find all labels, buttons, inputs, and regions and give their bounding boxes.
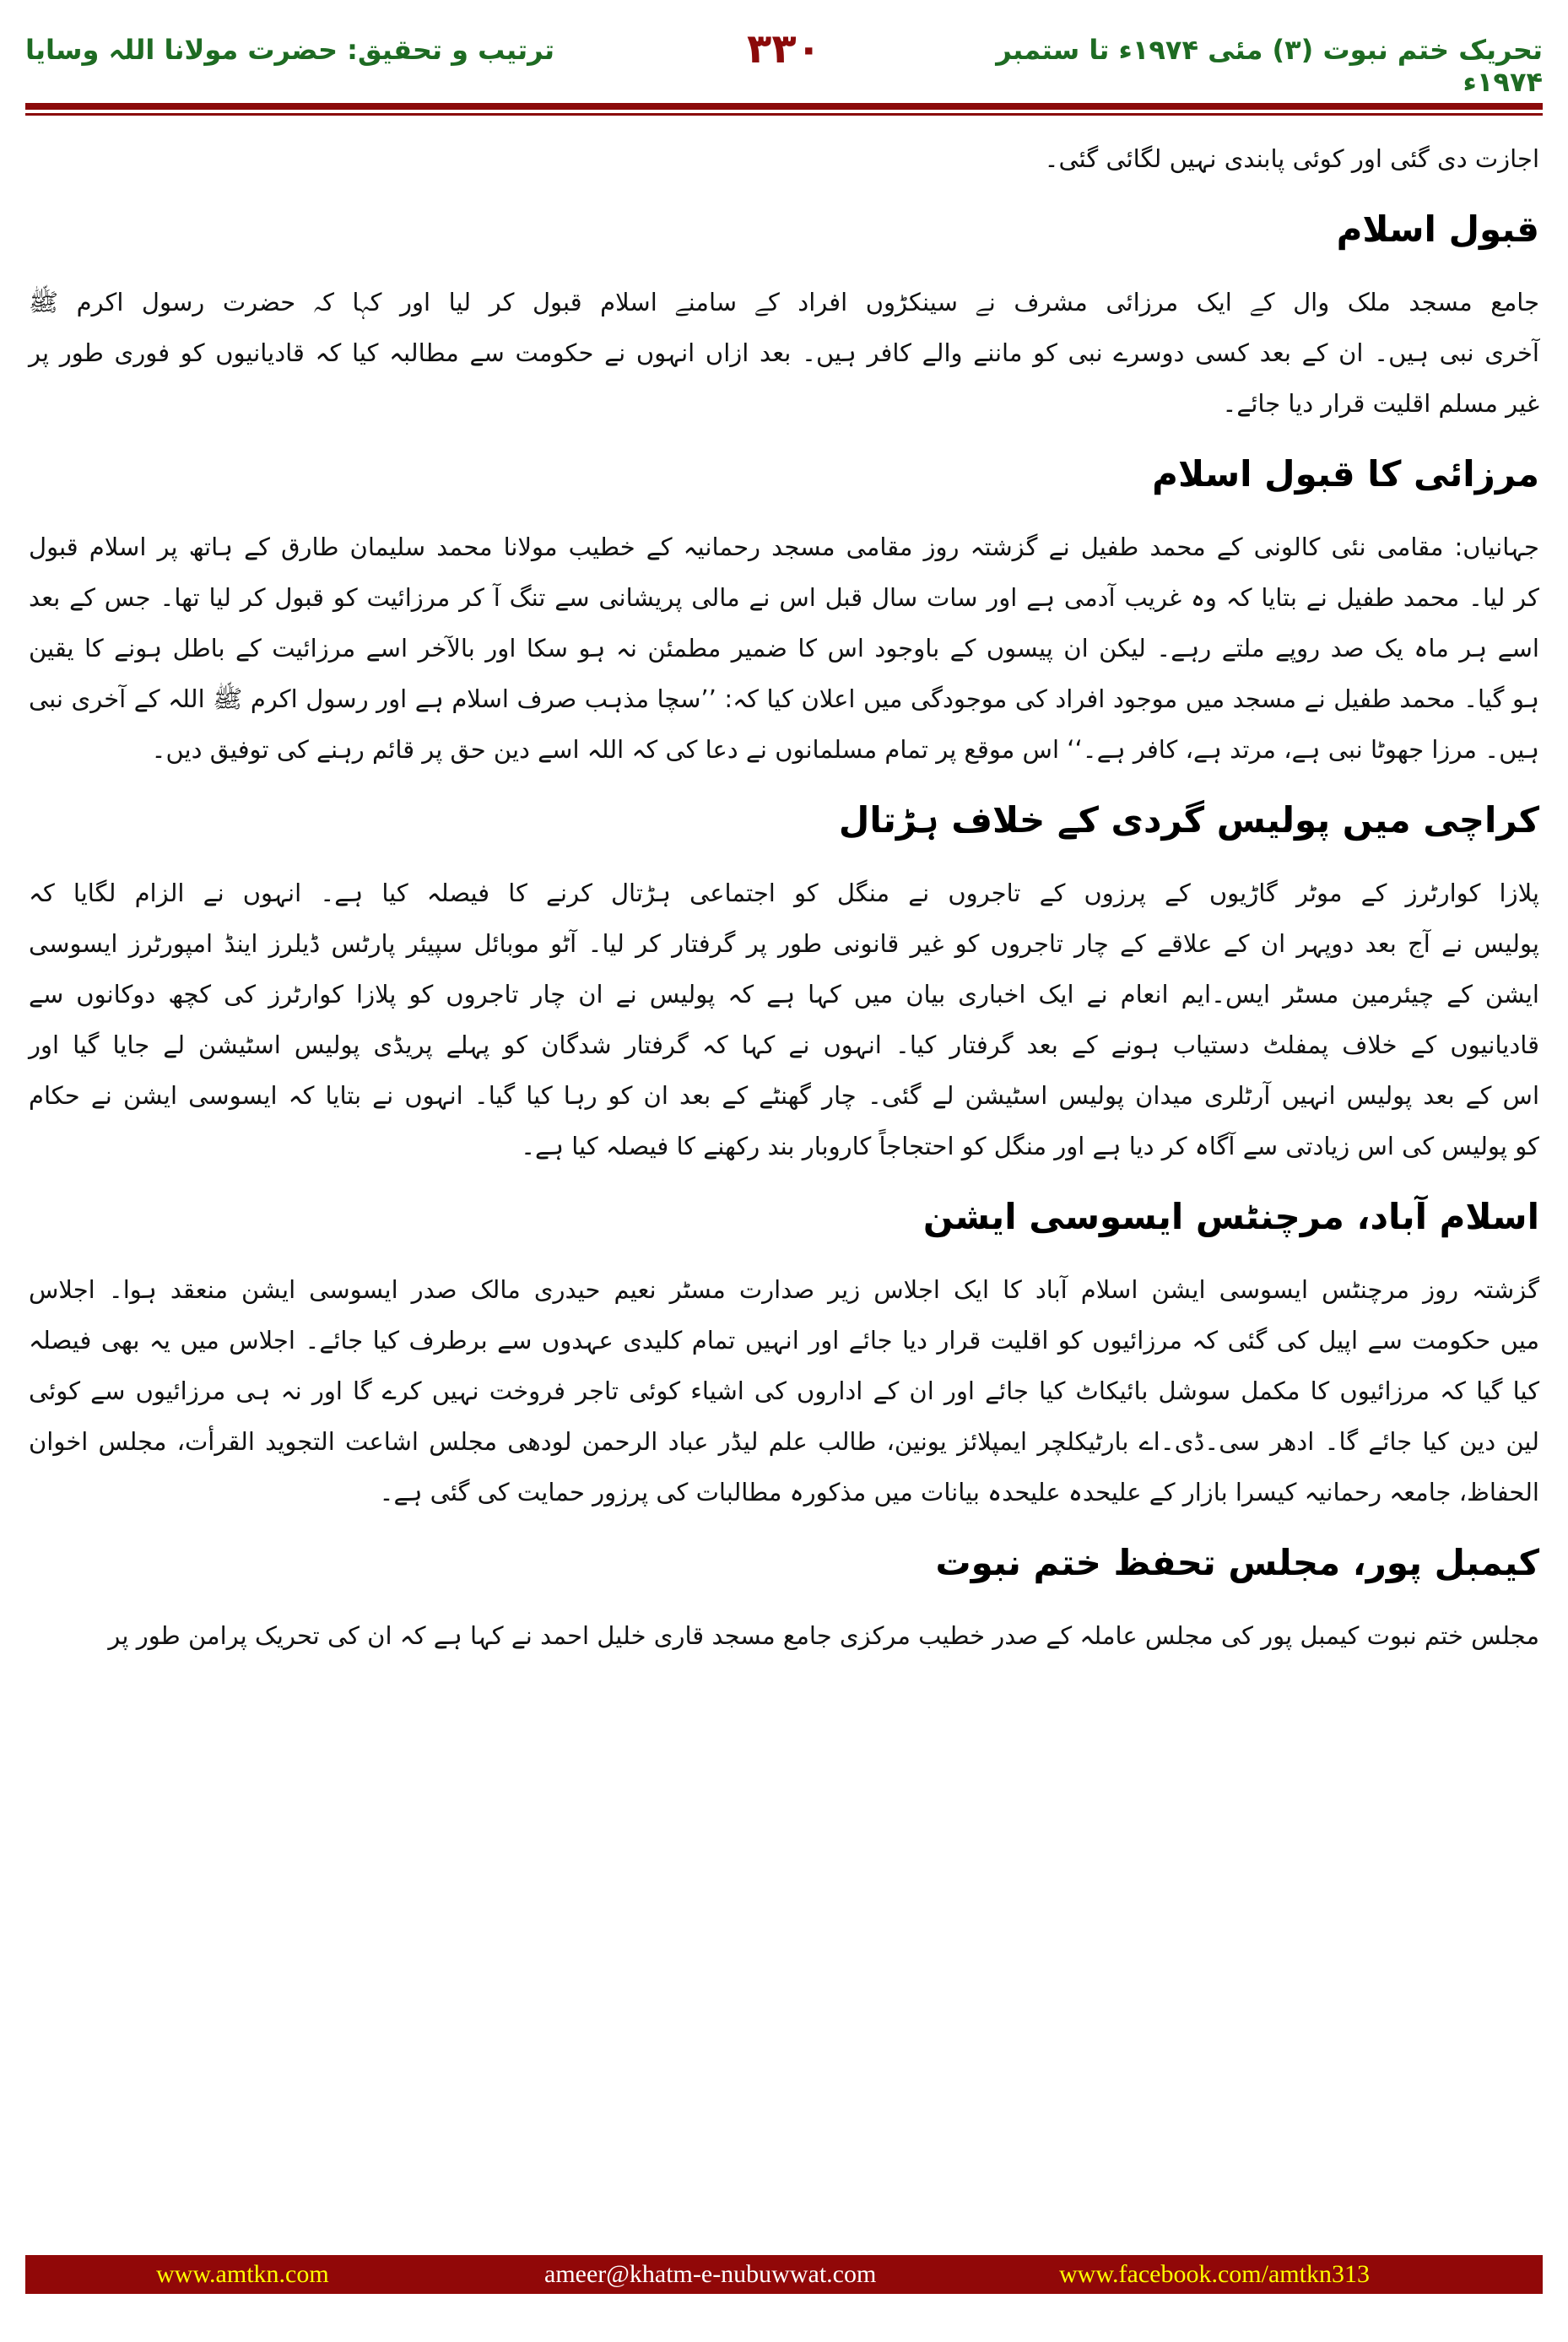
website-link[interactable]: www.amtkn.com <box>156 2260 329 2288</box>
text-line: میں حکومت سے اپیل کی گئی کہ مرزائیوں کو اقلیت قرار دیا جائے اور انہیں تمام کلیدی عہدوں سے برطرف کیا جائے۔ اجلاس میں یہ بھی فیصلہ <box>29 1326 1539 1355</box>
text-line: اسے ہر ماہ یک صد روپے ملتے رہے۔ لیکن ان پیسوں کے باوجود اس کا ضمیر مطمئن نہ ہو سکا اور بالآخر اسے مرزائیت کے باطل ہونے کا یقین <box>29 634 1539 663</box>
section-heading: قبول اسلام <box>1336 208 1539 250</box>
text-line: جہانیاں: مقامی نئی کالونی کے محمد طفیل نے گزشتہ روز مقامی مسجد رحمانیہ کے خطیب مولانا محمد سلیمان طارق کے ہاتھ پر اسلام قبول <box>29 533 1539 561</box>
text-line: مجلس ختم نبوت کیمبل پور کی مجلس عاملہ کے صدر خطیب مرکزی جامع مسجد قاری خلیل احمد نے کہا ہے کہ ان کی تحریک پرامن طور پر <box>108 1621 1539 1650</box>
footer-bar <box>25 2255 1543 2294</box>
text-line: آخری نبی ہیں۔ ان کے بعد کسی دوسرے نبی کو ماننے والے کافر ہیں۔ بعد ازاں انہوں نے حکومت سے مطالبہ کیا کہ قادیانیوں کو فوری طور پر <box>29 338 1539 367</box>
section-heading: مرزائی کا قبول اسلام <box>1152 453 1539 495</box>
text-line: کیا گیا کہ مرزائیوں کا مکمل سوشل بائیکاٹ کیا جائے اور ان کے اداروں کی اشیاء کوئی تاجر فروخت نہیں کرے گا اور نہ ہی مرزائیوں سے کوئی <box>29 1377 1539 1405</box>
facebook-link[interactable]: www.facebook.com/amtkn313 <box>1059 2260 1370 2288</box>
text-line: ہیں۔ مرزا جھوٹا نبی ہے، مرتد ہے، کافر ہے۔‘‘ اس موقع پر تمام مسلمانوں نے دعا کی کہ اللہ اسے دین حق پر قائم رہنے کی توفیق دیں۔ <box>151 735 1539 764</box>
book-title: تحریک ختم نبوت (۳) مئی ۱۹۷۴ء تا ستمبر ۱۹۷۴ء <box>996 34 1543 98</box>
text-line: جامع مسجد ملک وال کے ایک مرزائی مشرف نے سینکڑوں افراد کے سامنے اسلام قبول کر لیا اور کہا کہ حضرت رسول اکرم ﷺ <box>29 288 1539 316</box>
text-line: لین دین کیا جائے گا۔ ادھر سی۔ڈی۔اے بارٹیکلچر ایمپلائز یونین، طالب علم لیڈر عباد الرحمن لودھی مجلس اشاعت التجوید القرأت، مجلس اخوان <box>29 1427 1539 1456</box>
text-line: پلازا کوارٹرز کے موٹر گاڑیوں کے پرزوں کے تاجروں نے منگل کو اجتماعی ہڑتال کرنے کا فیصلہ کیا ہے۔ انہوں نے الزام لگایا کہ <box>29 879 1539 907</box>
text-line: الحفاظ، جامعہ رحمانیہ کیسرا بازار کے علیحدہ علیحدہ بیانات میں مذکورہ مطالبات کی پرزور حمایت کی گئی ہے۔ <box>379 1478 1539 1506</box>
compiler-credit: ترتیب و تحقیق: حضرت مولانا اللہ وسایا <box>25 34 555 66</box>
header-rule-thick <box>25 103 1543 110</box>
section-heading: کیمبل پور، مجلس تحفظ ختم نبوت <box>935 1542 1539 1583</box>
text-line: اس کے بعد پولیس انہیں آرٹلری میدان پولیس اسٹیشن لے گئی۔ چار گھنٹے کے بعد ان کو رہا کیا گیا۔ انہوں نے بتایا کہ ایسوسی ایشن نے حکام <box>29 1081 1539 1110</box>
text-line: کر لیا۔ محمد طفیل نے بتایا کہ وہ غریب آدمی ہے اور سات سال قبل اس نے مالی پریشانی سے تنگ آ کر مرزائیت کو قبول کر لیا تھا۔ جس کے بعد <box>29 583 1539 612</box>
header-rule-thin <box>25 113 1543 116</box>
text-line: اجازت دی گئی اور کوئی پابندی نہیں لگائی گئی۔ <box>1044 144 1539 173</box>
email-link[interactable]: ameer@khatm-e-nubuwwat.com <box>544 2260 877 2288</box>
text-line: کو پولیس کی اس زیادتی سے آگاہ کر دیا ہے اور منگل کو احتجاجاً کاروبار بند رکھنے کا فیصلہ کیا ہے۔ <box>521 1132 1539 1160</box>
page-number: ۳۳۰ <box>747 25 821 73</box>
text-line: ہو گیا۔ محمد طفیل نے مسجد میں موجود افراد کی موجودگی میں اعلان کیا کہ: ’’سچا مذہب صرف اسلام ہے اور رسول اکرم ﷺ اللہ کے آخری نبی <box>29 684 1539 713</box>
text-line: ایشن کے چیئرمین مسٹر ایس۔ایم انعام نے ایک اخباری بیان میں کہا ہے کہ پولیس نے ان چار تاجروں کو پلازا کوارٹرز کی کچھ دوکانوں سے <box>29 980 1539 1009</box>
page-body <box>29 133 1539 1661</box>
text-line: قادیانیوں کے خلاف پمفلٹ دستیاب ہونے کے بعد گرفتار کیا۔ انہوں نے کہا کہ گرفتار شدگان کو پہلے پریڈی پولیس اسٹیشن لے جایا گیا اور <box>29 1030 1539 1059</box>
section-heading: کراچی میں پولیس گردی کے خلاف ہڑتال <box>838 799 1539 841</box>
text-line: گزشتہ روز مرچنٹس ایسوسی ایشن اسلام آباد کا ایک اجلاس زیر صدارت مسٹر نعیم حیدری مالک صدر ایسوسی ایشن منعقد ہوا۔ اجلاس <box>29 1275 1539 1304</box>
text-line: پولیس نے آج بعد دوپہر ان کے علاقے کے چار تاجروں کو غیر قانونی طور پر گرفتار کر لیا۔ آٹو موبائل سپیئر پارٹس ڈیلرز اینڈ امپورٹرز ایسوسی <box>29 929 1539 958</box>
section-heading: اسلام آباد، مرچنٹس ایسوسی ایشن <box>922 1196 1539 1237</box>
text-line: غیر مسلم اقلیت قرار دیا جائے۔ <box>1222 389 1539 418</box>
